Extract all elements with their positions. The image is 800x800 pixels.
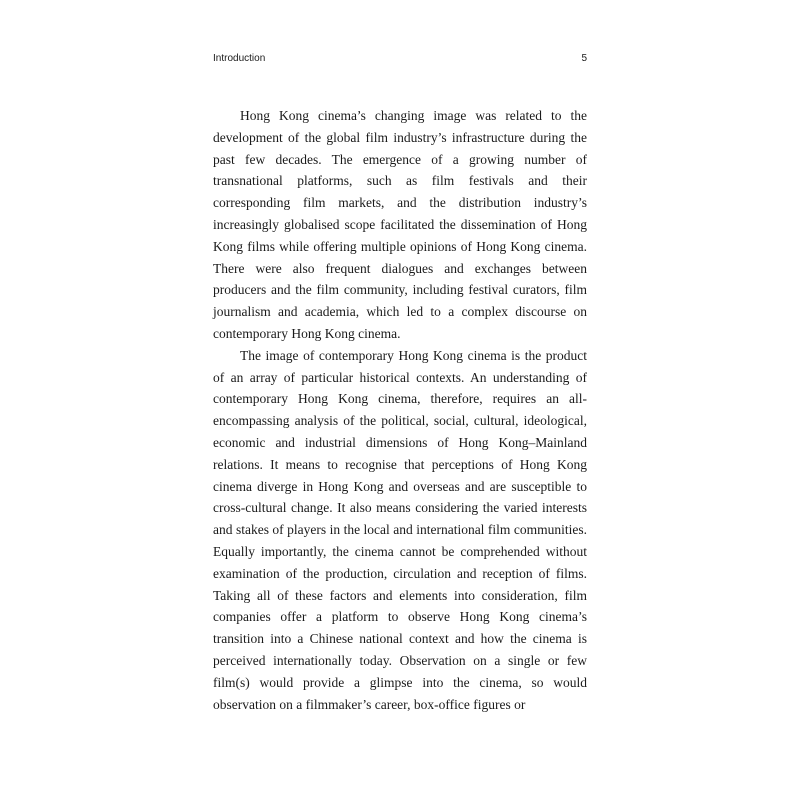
body-text [213, 105, 587, 715]
paragraph-1: Hong Kong cinema’s changing image was related to the development of the global film industry’s infrastructure during the past few decades. The emergence of a growing number of transnational platforms, such as film festivals and their corresponding film markets, and the distribution industry’s increasingly globalised scope facilitated the dissemination of Hong Kong films while offering multiple opinions of Hong Kong cinema. There were also frequent dialogues and exchanges between producers and the film community, including festival curators, film journalism and academia, which led to a complex discourse on contemporary Hong Kong cinema. [213, 108, 587, 341]
chapter-title: Introduction [213, 53, 266, 64]
running-head [213, 52, 587, 66]
page-number: 5 [581, 53, 587, 64]
paragraph-2: The image of contemporary Hong Kong cinema is the product of an array of particular historical contexts. An understanding of contemporary Hong Kong cinema, therefore, requires an all-encompassing analysis of the political, social, cultural, ideological, economic and industrial dimensions of Hong Kong–Mainland relations. It means to recognise that perceptions of Hong Kong cinema diverge in Hong Kong and overseas and are susceptible to cross-cultural change. It also means considering the varied interests and stakes of players in the local and international film communities. Equally importantly, the cinema cannot be comprehended without examination of the production, circulation and reception of films. Taking all of these factors and elements into consideration, film companies offer a platform to observe Hong Kong cinema’s transition into a Chinese national context and how the cinema is perceived internationally today. Observation on a single or few film(s) would provide a glimpse into the cinema, so would observation on a filmmaker’s career, box-office figures or [213, 347, 587, 712]
